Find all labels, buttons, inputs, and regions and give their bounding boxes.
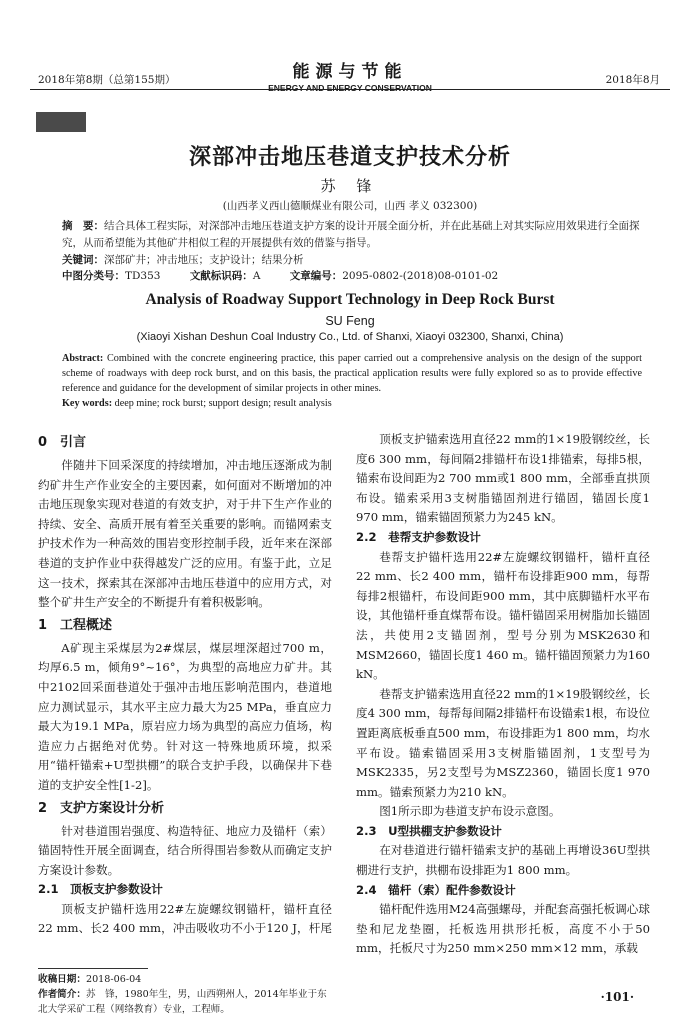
affiliation-cn: (山西孝义西山德顺煤业有限公司，山西 孝义 032300) <box>222 200 478 212</box>
paragraph: 针对巷道围岩强度、构造特征、地应力及锚杆（索）锚固特性开展全面调查，结合所得围岩参数从而确定支护方案设计参数。 <box>38 823 332 877</box>
subsection-heading: 2.2 巷帮支护参数设计 <box>356 529 481 544</box>
section-heading: 0 引言 <box>38 435 87 450</box>
affiliation-en: (Xiaoyi Xishan Deshun Coal Industry Co., Ltd. of Shanxi, Xiaoyi 032300, Shanxi, China) <box>136 331 564 343</box>
abstract-en-text: Combined with the concrete engineering practice, this paper carried out a comprehensive analysis on the design of the support scheme of roadways with deep rock burst, and on this basis, the practical application results were fully explored so as to provide effective reference and guidance for the development of similar projects in other mines. <box>62 353 642 394</box>
bio-label: 作者简介： <box>38 989 86 1000</box>
author-en: SU Feng <box>325 314 375 328</box>
doc-code-value: A <box>252 270 261 282</box>
article-no-value: 2095-0802-(2018)08-0101-02 <box>342 270 499 282</box>
issue-info: 2018年第8期（总第155期） <box>38 74 176 86</box>
section-heading: 2 支护方案设计分析 <box>38 800 165 816</box>
footnote-rule <box>38 968 148 969</box>
keywords-en-text: deep mine; rock burst; support design; result analysis <box>114 398 332 409</box>
body-column-left <box>38 430 332 939</box>
subsection-heading: 2.4 锚杆（索）配件参数设计 <box>356 882 516 897</box>
abstract-label: 摘 要： <box>62 220 104 232</box>
paragraph: 伴随井下回采深度的持续增加，冲击地压逐渐成为制约矿井生产作业安全的主要因素，如何面对不断增加的冲击地压现象实现对巷道的有效支护，对于井下生产作业的持续、安全、高质开展有着至关重要的影响。而锚网索支护技术作为一种高效的围岩变形控制手段，近年来在深部巷道的支护作业中获得越发广泛的应用。有鉴于此，立足这一技术，探索其在深部冲击地压巷道中的应用方式，对整个矿井生产安全的不断提升有着积极影响。 <box>38 458 332 610</box>
section-heading: 1 工程概述 <box>38 617 113 633</box>
redaction-stamp <box>36 112 86 132</box>
page-number: ·101· <box>600 990 634 1004</box>
doc-code-label: 文献标识码： <box>189 270 253 282</box>
footnote <box>38 972 334 1017</box>
received-date: 2018-06-04 <box>85 974 142 985</box>
paragraph: 顶板支护锚杆选用22#左旋螺纹钢锚杆，锚杆直径22 mm、长2 400 mm，冲击吸收功不小于120 J，杆尾 <box>38 901 332 936</box>
paragraph: 锚杆配件选用M24高强螺母，并配套高强托板调心球垫和尼龙垫圈，托板选用拱形托板，高度不小于50 mm，托板尺寸为250 mm×250 mm×12 mm，承载 <box>356 902 650 956</box>
abstract-text: 结合具体工程实际，对深部冲击地压巷道支护方案的设计开展全面分析，并在此基础上对其实际应用效果进行全面探究，从而希望能为其他矿井相似工程的开展提供有效的借鉴与指导。 <box>62 220 640 249</box>
issue-date: 2018年8月 <box>605 74 660 86</box>
journal-name-cn: 能源与节能 <box>292 62 408 82</box>
paragraph: A矿现主采煤层为2#煤层，煤层埋深超过700 m，均厚6.5 m，倾角9°~16°，为典型的高地应力矿井。其中2102回采面巷道处于强冲击地压影响范围内，巷道地应力测试显示，其水平主应力最大为25 MPa，垂直应力最大为19.1 MPa，原岩应力场为典型的高应力值场，构造应力占据绝对优势。针对这一特殊地质环境，拟采用“锚杆锚索+U型拱棚”的联合支护手段，以确保井下巷道的支护安全性[1-2]。 <box>38 640 332 792</box>
keywords-en-label: Key words: <box>62 398 113 409</box>
paper-title-cn: 深部冲击地压巷道支护技术分析 <box>188 145 511 170</box>
subsection-heading: 2.1 顶板支护参数设计 <box>38 882 163 897</box>
paragraph: 巷帮支护锚杆选用22#左旋螺纹钢锚杆，锚杆直径22 mm、长2 400 mm，锚杆布设排距900 mm，每帮每排2根锚杆，布设间距900 mm，其中底脚锚杆水平布设，其他锚杆垂直煤帮布设。锚杆锚固采用树脂加长锚固法，共使用2支锚固剂，型号分别为MSK2630和MSM2660，锚固长度1 460 m。锚杆锚固预紧力为160 kN。 <box>356 549 650 682</box>
paragraph: 图1所示即为巷道支护布设示意图。 <box>379 804 561 819</box>
journal-masthead <box>0 57 700 93</box>
paragraph: 顶板支护锚索选用直径22 mm的1×19股钢绞丝，长度6 300 mm，每间隔2排锚杆布设1排锚索，每排5根，锚索布设间距为2 700 mm或1 800 mm，全部垂直拱顶布设。锚索采用3支树脂锚固剂进行锚固，锚固长度1 970 mm，锚索锚固预紧力为245 kN。 <box>356 432 650 525</box>
paper-title-en: Analysis of Roadway Support Technology in Deep Rock Burst <box>145 291 555 308</box>
header-rule <box>30 89 670 90</box>
keywords-cn <box>62 252 644 269</box>
classification-row <box>62 268 524 283</box>
abstract-cn <box>62 218 644 252</box>
author-cn: 苏 锋 <box>320 177 380 195</box>
keywords-en <box>62 398 332 409</box>
received-label: 收稿日期： <box>38 974 86 985</box>
author-bio: 苏 锋，1980年生，男，山西朔州人，2014年毕业于东北大学采矿工程（网络教育）专业，工程师。 <box>38 989 327 1015</box>
paragraph: 巷帮支护锚索选用直径22 mm的1×19股钢绞丝，长度4 300 mm，每帮每间隔2排锚杆布设锚索1根，布设位置距离底板垂直500 mm，布设排距为1 800 mm，均水平布设。锚索锚固采用3支树脂锚固剂，1支型号为MSK2335，另2支型号为MSZ2360，锚固长度1 970 mm。锚索预紧力为210 kN。 <box>356 686 650 799</box>
journal-name-en: ENERGY AND ENERGY CONSERVATION <box>268 83 432 93</box>
clc-label: 中图分类号： <box>62 270 125 282</box>
clc-value: TD353 <box>125 270 161 282</box>
abstract-en-label: Abstract: <box>62 353 104 364</box>
paragraph: 在对巷道进行锚杆锚索支护的基础上再增设36U型拱棚进行支护，拱棚布设排距为1 800 mm。 <box>356 843 650 878</box>
abstract-en <box>62 351 642 396</box>
subsection-heading: 2.3 U型拱棚支护参数设计 <box>356 823 502 838</box>
keywords-text: 深部矿井；冲击地压；支护设计；结果分析 <box>104 254 304 266</box>
body-column-right <box>356 430 650 959</box>
article-no-label: 文章编号： <box>289 270 343 282</box>
keywords-label: 关键词： <box>62 254 104 266</box>
